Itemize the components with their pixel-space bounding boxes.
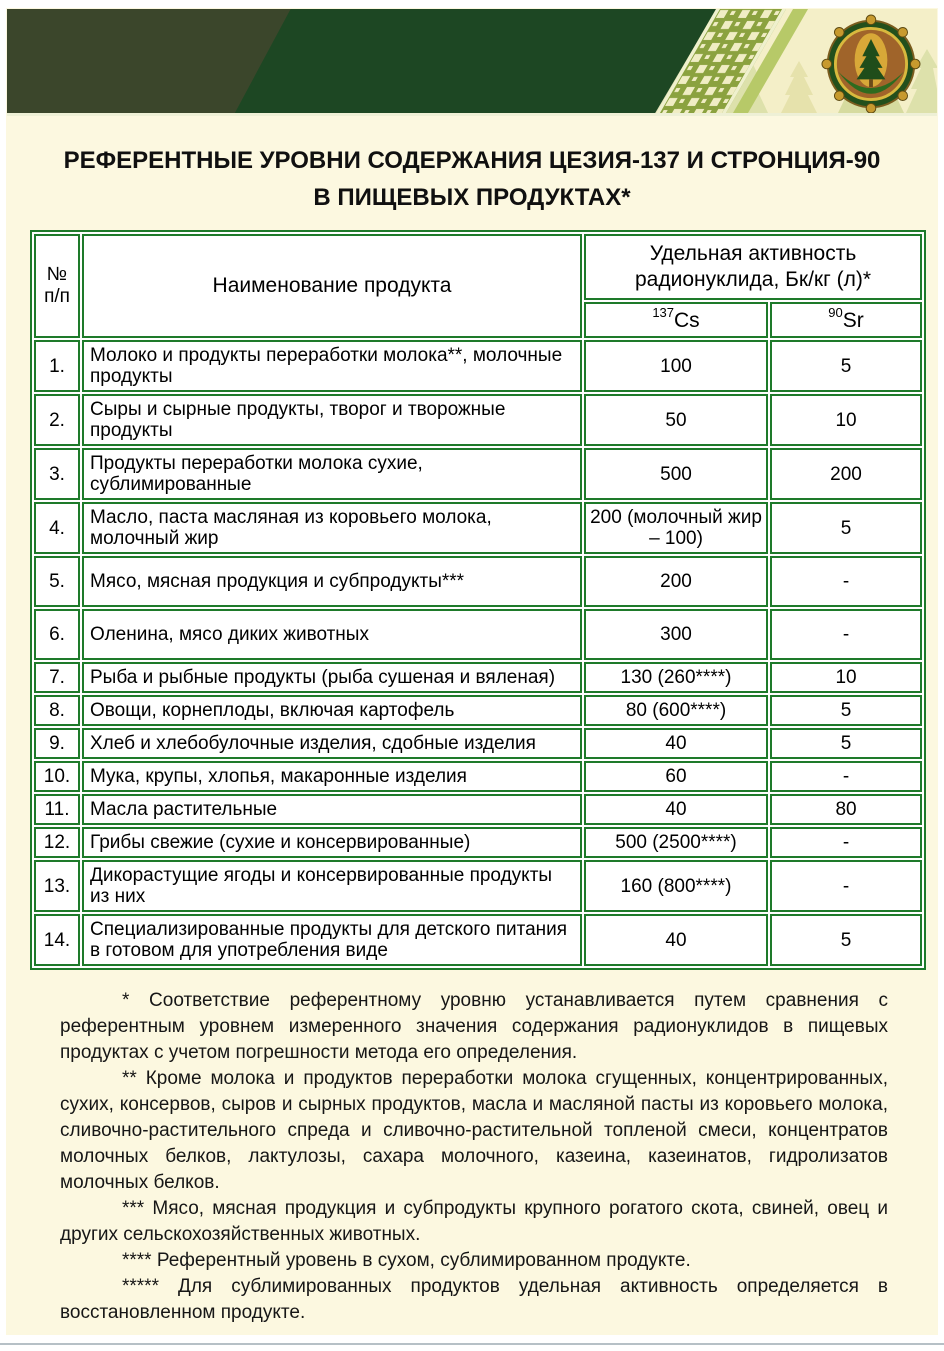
sr90-superscript: 90 bbox=[828, 305, 843, 320]
product-name-cell: Сыры и сырные продукты, творог и творожные продукты bbox=[82, 394, 582, 446]
cs137-value-cell: 40 bbox=[584, 728, 768, 759]
product-name-cell: Оленина, мясо диких животных bbox=[82, 609, 582, 660]
cs137-value-cell: 40 bbox=[584, 794, 768, 825]
product-name-cell: Овощи, корнеплоды, включая картофель bbox=[82, 695, 582, 726]
sr90-value-cell: 200 bbox=[770, 448, 922, 500]
table-row bbox=[34, 502, 922, 554]
sr90-value-cell: 5 bbox=[770, 695, 922, 726]
forestry-emblem-logo bbox=[821, 14, 921, 114]
cs137-value-cell: 500 bbox=[584, 448, 768, 500]
table-row bbox=[34, 728, 922, 759]
table-row bbox=[34, 860, 922, 912]
sr90-value-cell: - bbox=[770, 609, 922, 660]
product-name-cell: Масло, паста масляная из коровьего молока, молочный жир bbox=[82, 502, 582, 554]
footnote: ***** Для сублимированных продуктов удельная активность определяется в восстановленном продукте. bbox=[60, 1276, 888, 1323]
cs137-value-cell: 200 bbox=[584, 556, 768, 607]
sr90-value-cell: 80 bbox=[770, 794, 922, 825]
table-row bbox=[34, 394, 922, 446]
page-title: РЕФЕРЕНТНЫЕ УРОВНИ СОДЕРЖАНИЯ ЦЕЗИЯ-137 И СТРОНЦИЯ-90 В ПИЩЕВЫХ ПРОДУКТАХ* bbox=[63, 147, 881, 211]
col-header-activity: Удельная активность радионуклида, Бк/кг (л)* bbox=[584, 234, 922, 300]
cs137-value-cell: 500 (2500****) bbox=[584, 827, 768, 858]
slide-content-area bbox=[6, 8, 938, 1335]
cs137-value-cell: 100 bbox=[584, 340, 768, 392]
sr90-value-cell: - bbox=[770, 860, 922, 912]
cs137-superscript: 137 bbox=[652, 305, 675, 320]
product-name-cell: Мука, крупы, хлопья, макаронные изделия bbox=[82, 761, 582, 792]
footnote: **** Референтный уровень в сухом, сублимированном продукте. bbox=[122, 1250, 691, 1271]
cs137-value-cell: 130 (260****) bbox=[584, 662, 768, 693]
sr90-value-cell: 5 bbox=[770, 728, 922, 759]
sr90-value-cell: 5 bbox=[770, 502, 922, 554]
row-number-cell: 5. bbox=[34, 556, 80, 607]
sr90-value-cell: 10 bbox=[770, 394, 922, 446]
table-row bbox=[34, 662, 922, 693]
row-number-cell: 10. bbox=[34, 761, 80, 792]
sr90-value-cell: - bbox=[770, 761, 922, 792]
table-row bbox=[34, 556, 922, 607]
col-header-num: № п/п bbox=[34, 234, 80, 338]
product-name-cell: Мясо, мясная продукция и субпродукты*** bbox=[82, 556, 582, 607]
product-name-cell: Специализированные продукты для детского питания в готовом для употребления виде bbox=[82, 914, 582, 966]
cs137-value-cell: 40 bbox=[584, 914, 768, 966]
footnote: ** Кроме молока и продуктов переработки молока сгущенных, концентрированных, сухих, консервов, сыров и сырных продуктов, масла и масляной пасты из коровьего молока, сливочно-растительного спреда и сливочно-растительной топленой смеси, концентратов молочных белков, лактулозы, сахара молочного, казеина, казеинатов, гидролизатов молочных белков. bbox=[60, 1068, 888, 1193]
table-row bbox=[34, 914, 922, 966]
sr90-value-cell: - bbox=[770, 827, 922, 858]
table-row bbox=[34, 761, 922, 792]
product-name-cell: Грибы свежие (сухие и консервированные) bbox=[82, 827, 582, 858]
table-row bbox=[34, 794, 922, 825]
sr-symbol: Sr bbox=[842, 309, 864, 332]
col-header-sr90 bbox=[770, 302, 922, 338]
cs137-value-cell: 200 (молочный жир – 100) bbox=[584, 502, 768, 554]
row-number-cell: 9. bbox=[34, 728, 80, 759]
product-name-cell: Хлеб и хлебобулочные изделия, сдобные изделия bbox=[82, 728, 582, 759]
sr90-value-cell: - bbox=[770, 556, 922, 607]
table-row bbox=[34, 448, 922, 500]
sr90-value-cell: 5 bbox=[770, 340, 922, 392]
row-number-cell: 3. bbox=[34, 448, 80, 500]
row-number-cell: 6. bbox=[34, 609, 80, 660]
product-name-cell: Дикорастущие ягоды и консервированные продукты из них bbox=[82, 860, 582, 912]
cs137-value-cell: 80 (600****) bbox=[584, 695, 768, 726]
col-header-product: Наименование продукта bbox=[82, 234, 582, 338]
row-number-cell: 4. bbox=[34, 502, 80, 554]
row-number-cell: 7. bbox=[34, 662, 80, 693]
table-row bbox=[34, 609, 922, 660]
product-name-cell: Рыба и рыбные продукты (рыба сушеная и вяленая) bbox=[82, 662, 582, 693]
sr90-value-cell: 10 bbox=[770, 662, 922, 693]
table-row bbox=[34, 340, 922, 392]
cs137-value-cell: 300 bbox=[584, 609, 768, 660]
sr90-value-cell: 5 bbox=[770, 914, 922, 966]
table-row bbox=[34, 827, 922, 858]
cs137-value-cell: 60 bbox=[584, 761, 768, 792]
table-row bbox=[34, 695, 922, 726]
row-number-cell: 11. bbox=[34, 794, 80, 825]
table-header-row bbox=[34, 234, 922, 300]
header-banner bbox=[7, 9, 937, 116]
col-header-cs137 bbox=[584, 302, 768, 338]
footnote: *** Мясо, мясная продукция и субпродукты крупного рогатого скота, свиней, овец и других сельскохозяйственных животных. bbox=[60, 1198, 888, 1245]
product-name-cell: Масла растительные bbox=[82, 794, 582, 825]
row-number-cell: 2. bbox=[34, 394, 80, 446]
cs137-value-cell: 50 bbox=[584, 394, 768, 446]
row-number-cell: 1. bbox=[34, 340, 80, 392]
row-number-cell: 12. bbox=[34, 827, 80, 858]
footnotes-block bbox=[60, 988, 888, 1326]
row-number-cell: 8. bbox=[34, 695, 80, 726]
row-number-cell: 14. bbox=[34, 914, 80, 966]
product-name-cell: Продукты переработки молока сухие, сублимированные bbox=[82, 448, 582, 500]
product-name-cell: Молоко и продукты переработки молока**, молочные продукты bbox=[82, 340, 582, 392]
bottom-divider bbox=[0, 1343, 944, 1345]
cs137-value-cell: 160 (800****) bbox=[584, 860, 768, 912]
row-number-cell: 13. bbox=[34, 860, 80, 912]
reference-levels-table bbox=[30, 230, 926, 970]
footnote: * Соответствие референтному уровню устанавливается путем сравнения с референтным уровнем измеренного значения содержания радионуклидов в пищевых продуктах с учетом погрешности метода его определения. bbox=[60, 990, 888, 1063]
cs-symbol: Cs bbox=[674, 309, 700, 332]
